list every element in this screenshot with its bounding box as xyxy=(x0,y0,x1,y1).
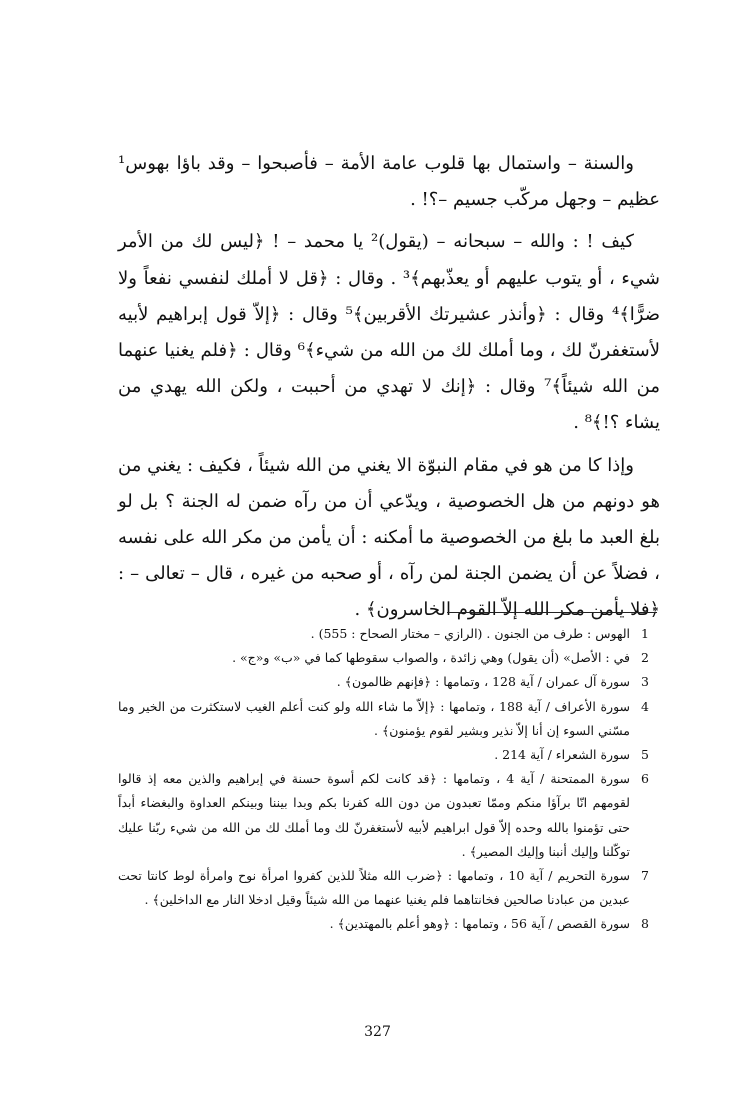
footnote-text: سورة القصص / آية 56 ، وتمامها : ﴿وهو أعلم بالمهتدين﴾ . xyxy=(329,916,630,932)
footnote xyxy=(118,622,660,646)
footnote xyxy=(118,743,660,767)
footnote-text: سورة آل عمران / آية 128 ، وتمامها : ﴿فإنهم ظالمون﴾ . xyxy=(336,674,630,690)
footnote-text: سورة التحريم / آية 10 ، وتمامها : ﴿ضرب الله مثلاً للذين كفروا امرأة نوح وامرأة لوط كانتا تحت عبدين من عبادنا صالحين فخانتاهما فلم يغنيا عنهما من الله شيئاً وقيل ادخلا النار مع الداخلين﴾ . xyxy=(118,868,630,908)
footnote-number: 6 xyxy=(641,771,649,787)
footnote-text: سورة الشعراء / آية 214 . xyxy=(494,747,630,763)
footnote-text: في : الأصل» (أن يقول) وهي زائدة ، والصواب سقوطها كما في «ب» و«ج» . xyxy=(232,650,630,666)
footnotes xyxy=(118,622,660,937)
footnote-number: 4 xyxy=(641,698,649,714)
footnote xyxy=(118,670,660,694)
paragraph-3: وإذا كا من هو في مقام النبوّة الا يغني من الله شيئاً ، فكيف : يغني من هو دونهم من هل الخصوصية ، ويدّعي أن من رآه ضمن له الجنة ؟ بل لو بلغ العبد ما بلغ من الخصوصية ما أمكنه : أن يأمن من مكر الله على نفسه ، فضلاً عن أن يضمن الجنة لمن رآه ، أو صحبه من غيره ، قال – تعالى – : ﴿فلا يأمن مكر الله إلاّ القوم الخاسرون﴾ . xyxy=(118,454,660,621)
footnote-number: 7 xyxy=(641,868,649,884)
footnote xyxy=(118,646,660,670)
footnote-number: 3 xyxy=(641,674,649,690)
paragraph-1: والسنة – واستمال بها قلوب عامة الأمة – فأصبحوا – وقد باؤا بهوس¹ عظيم – وجهل مركّب جسيم –؟! . xyxy=(118,153,660,211)
footnote-number: 2 xyxy=(641,650,649,666)
footnote xyxy=(118,912,660,936)
main-text xyxy=(118,146,660,629)
footnote-separator xyxy=(447,612,657,613)
footnote-number: 8 xyxy=(641,916,649,932)
footnote xyxy=(118,864,660,912)
paragraph-2: كيف ! : والله – سبحانه – (يقول)² يا محمد – ! ﴿ليس لك من الأمر شيء ، أو يتوب عليهم أو يعذّبهم﴾³ . وقال : ﴿قل لا أملك لنفسي نفعاً ولا ضرًّا﴾⁴ وقال : ﴿وأنذر عشيرتك الأقربين﴾⁵ وقال : ﴿إلاّ قول إبراهيم لأبيه لأستغفرنّ لك ، وما أملك لك من الله من شيء﴾⁶ وقال : ﴿فلم يغنيا عنهما من الله شيئاً﴾⁷ وقال : ﴿إنك لا تهدي من أحببت ، ولكن الله يهدي من يشاء ؟!﴾⁸ . xyxy=(118,231,660,434)
footnote-text: سورة الممتحنة / آية 4 ، وتمامها : ﴿قد كانت لكم أسوة حسنة في إبراهيم والذين معه إذ قالوا لقومهم انّا برآؤا منكم وممّا تعبدون من دون الله كفرنا بكم وبدا بيننا وبينكم العداوة والبغضاء أبداً حتى تؤمنوا بالله وحده إلاّ قول ابراهيم لأبيه لأستغفرنّ لك وما أملك لك من الله من شيء ربّنا عليك توكّلنا وإليك أنبنا وإليك المصير﴾ . xyxy=(118,771,630,859)
footnote-text: الهوس : طرف من الجنون . (الرازي – مختار الصحاح : 555) . xyxy=(310,626,630,641)
footnote-number: 1 xyxy=(641,626,649,641)
footnote xyxy=(118,695,660,743)
footnote-text: سورة الأعراف / آية 188 ، وتمامها : ﴿إلاّ ما شاء الله ولو كنت أعلم الغيب لاستكثرت من الخير وما مسّني السوء إن أنا إلاّ نذير وبشير لقوم يؤمنون﴾ . xyxy=(118,698,631,738)
footnote-number: 5 xyxy=(641,747,649,763)
footnote xyxy=(118,767,660,864)
page-number: 327 xyxy=(364,1024,391,1040)
